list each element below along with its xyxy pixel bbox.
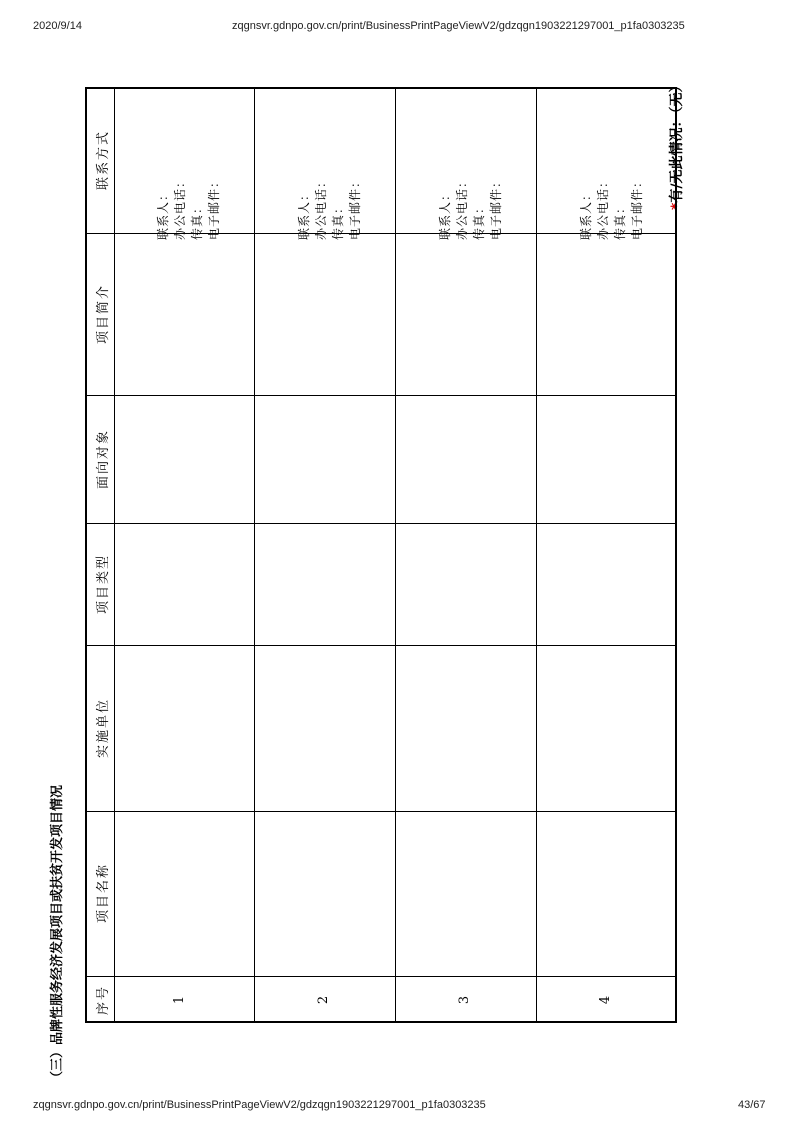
- header-url: zqgnsvr.gdnpo.gov.cn/print/BusinessPrintPageViewV2/gdzqgn1903221297001_p1fa0303235: [232, 20, 685, 32]
- header-project-type: 项目类型: [96, 554, 111, 615]
- col-divider: [85, 976, 677, 977]
- presence-flag: *有/无此情况：（无）: [669, 78, 685, 210]
- contact-person-label: 联系人：: [297, 187, 311, 240]
- contact-person-label: 联系人：: [579, 187, 593, 240]
- header-contact: 联系方式: [96, 130, 111, 191]
- contact-person-label: 联系人：: [156, 187, 170, 240]
- fax-label: 传真：: [190, 200, 204, 240]
- header-implementing-unit: 实施单位: [96, 698, 111, 759]
- contact-block: [296, 130, 364, 240]
- contact-block: [437, 130, 505, 240]
- office-phone-label: 办公电话：: [314, 174, 328, 240]
- office-phone-label: 办公电话：: [596, 174, 610, 240]
- col-divider: [85, 645, 677, 646]
- col-divider: [85, 811, 677, 812]
- print-date: 2020/9/14: [33, 20, 82, 32]
- contact-block: [578, 130, 646, 240]
- office-phone-label: 办公电话：: [173, 174, 187, 240]
- header-target-audience: 面向对象: [96, 429, 111, 490]
- fax-label: 传真：: [613, 200, 627, 240]
- col-divider: [85, 395, 677, 396]
- row-divider: [114, 87, 115, 1023]
- fax-label: 传真：: [331, 200, 345, 240]
- email-label: 电子邮件：: [348, 174, 362, 240]
- row-number: 1: [172, 995, 187, 1005]
- col-divider: [85, 523, 677, 524]
- row-divider: [536, 87, 537, 1023]
- office-phone-label: 办公电话：: [455, 174, 469, 240]
- row-number: 4: [598, 995, 613, 1005]
- row-divider: [254, 87, 255, 1023]
- header-serial: 序号: [96, 985, 111, 1016]
- footer-url: zqgnsvr.gdnpo.gov.cn/print/BusinessPrintPageViewV2/gdzqgn1903221297001_p1fa0303235: [33, 1099, 486, 1111]
- header-project-name: 项目名称: [96, 863, 111, 924]
- row-number: 3: [457, 995, 472, 1005]
- contact-person-label: 联系人：: [438, 187, 452, 240]
- email-label: 电子邮件：: [207, 174, 221, 240]
- email-label: 电子邮件：: [630, 174, 644, 240]
- contact-block: [155, 130, 223, 240]
- row-divider: [395, 87, 396, 1023]
- header-project-summary: 项目简介: [96, 284, 111, 345]
- row-number: 2: [316, 995, 331, 1005]
- page-number: 43/67: [738, 1099, 766, 1111]
- required-star-icon: *: [669, 202, 685, 210]
- fax-label: 传真：: [472, 200, 486, 240]
- section-title: （三）品牌性服务经济发展项目或扶贫开发项目情况: [50, 784, 65, 1084]
- email-label: 电子邮件：: [489, 174, 503, 240]
